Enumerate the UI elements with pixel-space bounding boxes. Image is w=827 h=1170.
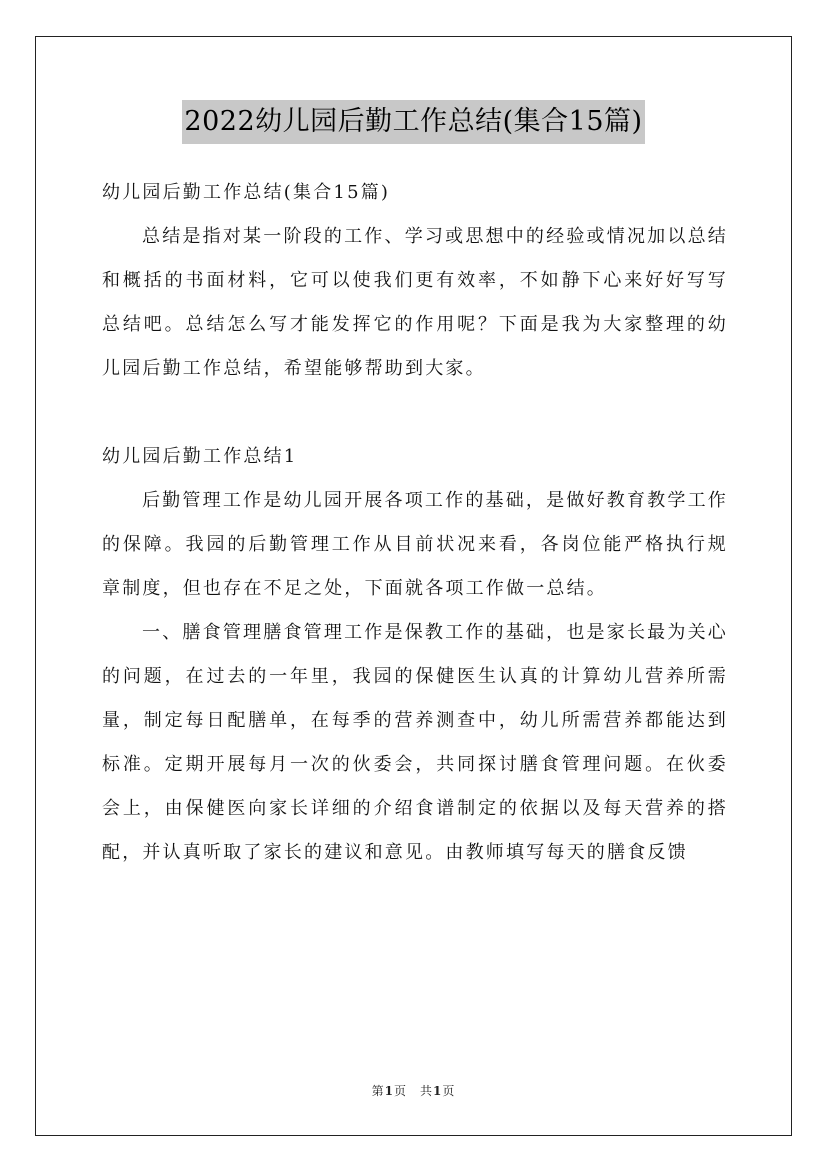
title-container	[0, 100, 827, 144]
section-spacer	[102, 391, 728, 435]
document-title: 2022幼儿园后勤工作总结(集合15篇)	[182, 100, 644, 144]
document-body	[102, 171, 728, 875]
page-current-number: 1	[384, 1084, 394, 1098]
body-paragraph-2: 一、膳食管理膳食管理工作是保教工作的基础，也是家长最为关心的问题，在过去的一年里，我园的保健医生认真的计算幼儿营养所需量，制定每日配膳单，在每季的营养测查中，幼儿所需营养都能达到标准。定期开展每月一次的伙委会，共同探讨膳食管理问题。在伙委会上，由保健医向家长详细的介绍食谱制定的依据以及每天营养的搭配，并认真听取了家长的建议和意见。由教师填写每天的膳食反馈	[102, 622, 728, 863]
page-prefix: 第	[371, 1084, 385, 1098]
section-heading: 幼儿园后勤工作总结1	[102, 446, 298, 467]
page-total-number: 1	[433, 1084, 443, 1098]
document-subtitle: 幼儿园后勤工作总结(集合15篇)	[102, 182, 391, 203]
intro-paragraph: 总结是指对某一阶段的工作、学习或思想中的经验或情况加以总结和概括的书面材料，它可以使我们更有效率，不如静下心来好好写写总结吧。总结怎么写才能发挥它的作用呢？下面是我为大家整理的幼儿园后勤工作总结，希望能够帮助到大家。	[102, 226, 728, 379]
page-mid: 页 共	[393, 1084, 433, 1098]
page-suffix: 页	[442, 1084, 456, 1098]
page-footer	[0, 1082, 827, 1099]
body-paragraph-1: 后勤管理工作是幼儿园开展各项工作的基础，是做好教育教学工作的保障。我园的后勤管理工作从目前状况来看，各岗位能严格执行规章制度，但也存在不足之处，下面就各项工作做一总结。	[102, 490, 728, 599]
